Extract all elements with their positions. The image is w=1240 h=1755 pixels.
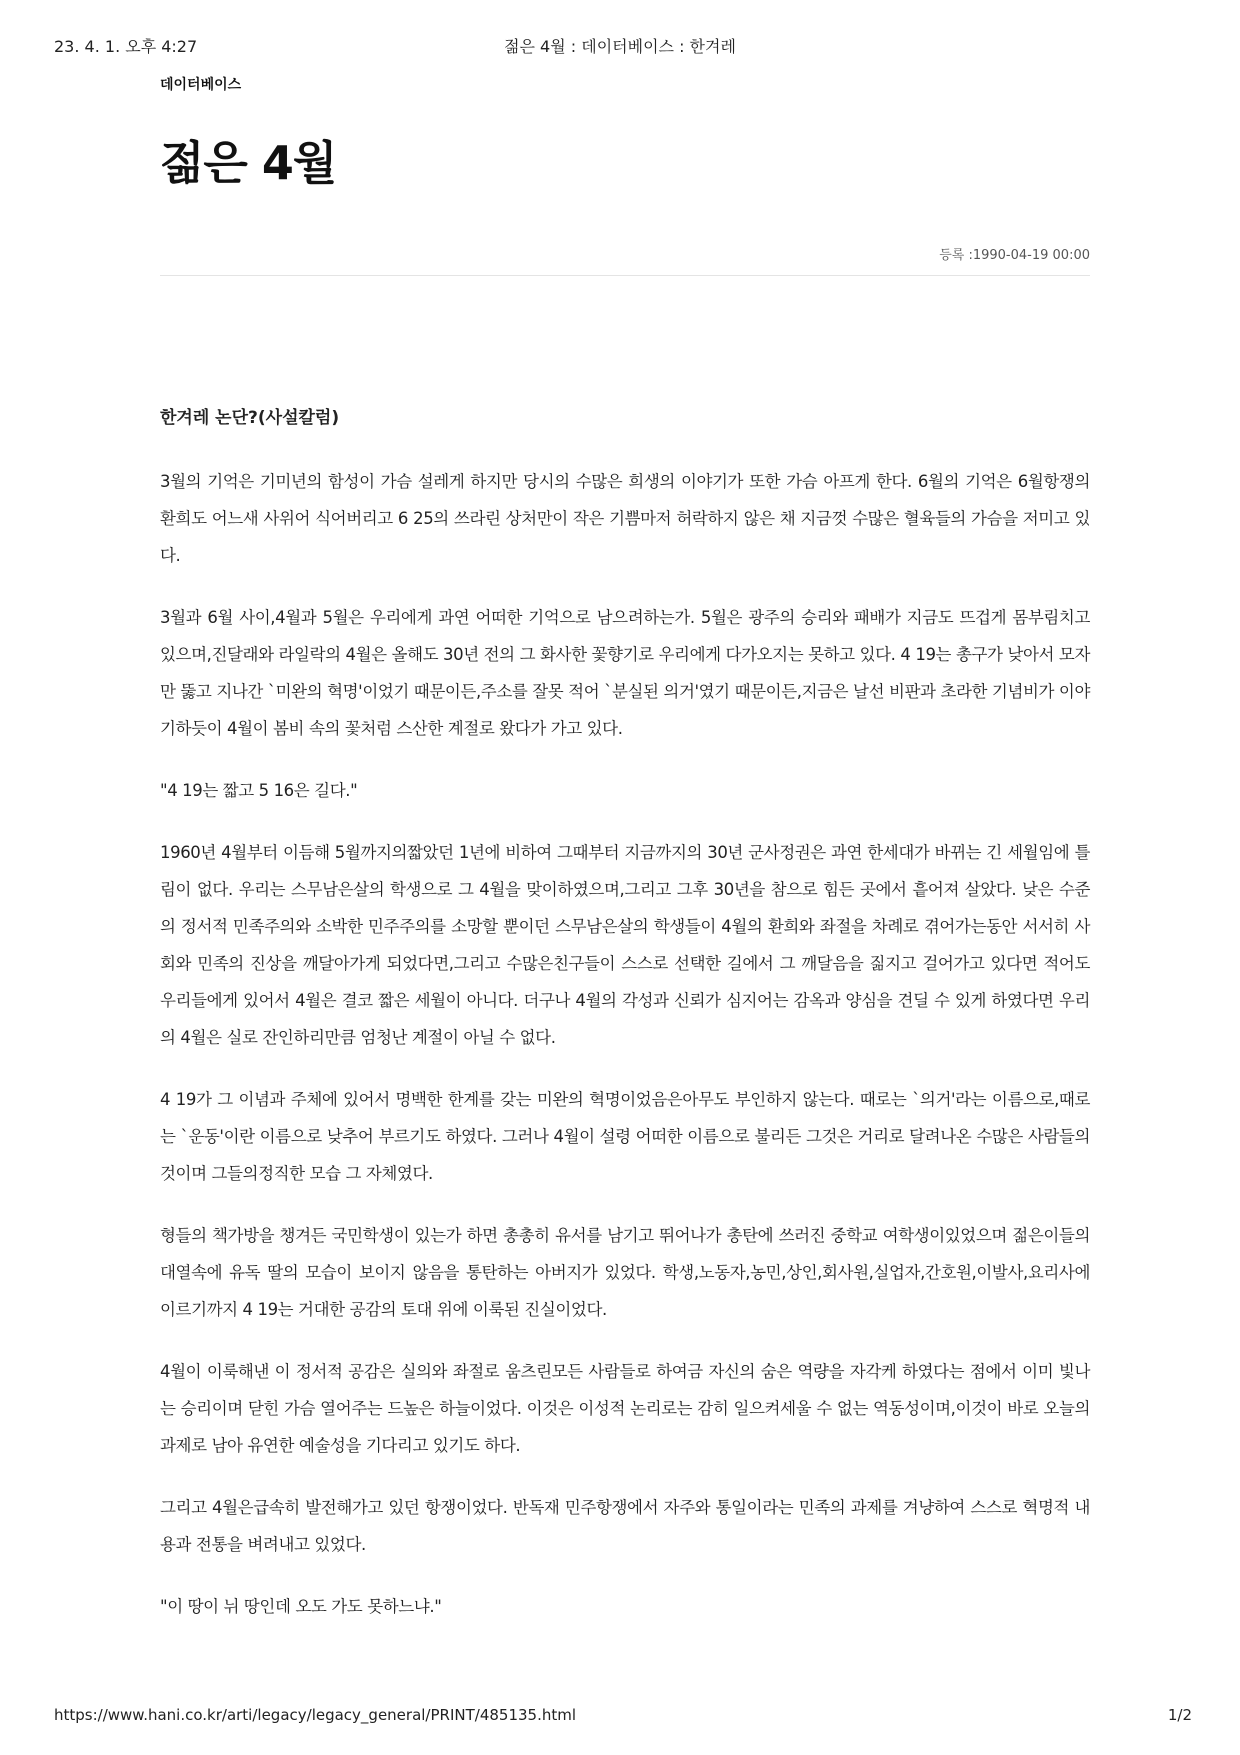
header-divider xyxy=(160,275,1090,276)
paragraph-8: 그리고 4월은급속히 발전해가고 있던 항쟁이었다. 반독재 민주항쟁에서 자주와 통일이라는 민족의 과제를 겨냥하여 스스로 혁명적 내용과 전통을 벼려내고 있었다. xyxy=(160,1498,1090,1554)
article-title: 젊은 4월 xyxy=(160,136,337,190)
paragraph-5: 4 19가 그 이념과 주체에 있어서 명백한 한계를 갖는 미완의 혁명이었음은아무도 부인하지 않는다. 때로는 `의거'라는 이름으로,때로는 `운동'이란 이름으로 낮추어 부르기도 하였다. 그러나 4월이 설령 어떠한 이름으로 불리든 그것은 거리로 달려나온 수많은 사람들의 것이며 그들의정직한 모습 그 자체였다. xyxy=(160,1090,1090,1183)
publish-date xyxy=(939,244,1090,263)
paragraph-2: 3월과 6월 사이,4월과 5월은 우리에게 과연 어떠한 기억으로 남으려하는가. 5월은 광주의 승리와 패배가 지금도 뜨겁게 몸부림치고 있으며,진달래와 라일락의 4월은 올해도 30년 전의 그 화사한 꽃향기로 우리에게 다가오지는 못하고 있다. 4 19는 총구가 낮아서 모자만 뚫고 지나간 `미완의 혁명'이었기 때문이든,주소를 잘못 적어 `분실된 의거'였기 때문이든,지금은 날선 비판과 초라한 기념비가 이야기하듯이 4월이 봄비 속의 꽃처럼 스산한 계절로 왔다가 가고 있다. xyxy=(160,608,1090,738)
paragraph-3: "4 19는 짧고 5 16은 길다." xyxy=(160,781,358,800)
date-value: 1990-04-19 00:00 xyxy=(972,248,1090,263)
print-page-title: 젊은 4월 : 데이터베이스 : 한겨레 xyxy=(504,37,736,56)
paragraph-7: 4월이 이룩해낸 이 정서적 공감은 실의와 좌절로 움츠린모든 사람들로 하여금 자신의 숨은 역량을 자각케 하였다는 점에서 이미 빛나는 승리이며 닫힌 가슴 열어주는 드높은 하늘이었다. 이것은 이성적 논리로는 감히 일으켜세울 수 없는 역동성이며,이것이 바로 오늘의과제로 남아 유연한 예술성을 기다리고 있기도 하다. xyxy=(160,1362,1090,1455)
article-subtitle: 한겨레 논단?(사설칼럼) xyxy=(160,408,340,428)
paragraph-9: "이 땅이 뉘 땅인데 오도 가도 못하느냐." xyxy=(160,1597,442,1616)
print-page-number: 1/2 xyxy=(1167,1706,1192,1724)
date-label: 등록 : xyxy=(939,248,973,263)
section-label[interactable]: 데이터베이스 xyxy=(160,77,242,93)
paragraph-1: 3월의 기억은 기미년의 함성이 가슴 설레게 하지만 당시의 수많은 희생의 이야기가 또한 가슴 아프게 한다. 6월의 기억은 6월항쟁의 환희도 어느새 사위어 식어버리고 6 25의 쓰라린 상처만이 작은 기쁨마저 허락하지 않은 채 지금껏 수많은 혈육들의 가슴을 저미고 있다. xyxy=(160,472,1090,565)
paragraph-4: 1960년 4월부터 이듬해 5월까지의짧았던 1년에 비하여 그때부터 지금까지의 30년 군사정권은 과연 한세대가 바뀌는 긴 세월임에 틀림이 없다. 우리는 스무남은살의 학생으로 그 4월을 맞이하였으며,그리고 그후 30년을 참으로 힘든 곳에서 흩어져 살았다. 낮은 수준의 정서적 민족주의와 소박한 민주주의를 소망할 뿐이던 스무남은살의 학생들이 4월의 환희와 좌절을 차례로 겪어가는동안 서서히 사회와 민족의 진상을 깨달아가게 되었다면,그리고 수많은친구들이 스스로 선택한 길에서 그 깨달음을 짊지고 걸어가고 있다면 적어도 우리들에게 있어서 4월은 결코 짧은 세월이 아니다. 더구나 4월의 각성과 신뢰가 심지어는 감옥과 양심을 견딜 수 있게 하였다면 우리의 4월은 실로 잔인하리만큼 엄청난 계절이 아닐 수 없다. xyxy=(160,843,1090,1047)
article-body xyxy=(160,400,1090,1650)
paragraph-6: 형들의 책가방을 챙겨든 국민학생이 있는가 하면 총총히 유서를 남기고 뛰어나가 총탄에 쓰러진 중학교 여학생이있었으며 젊은이들의 대열속에 유독 딸의 모습이 보이지 않음을 통탄하는 아버지가 있었다. 학생,노동자,농민,상인,회사원,실업자,간호원,이발사,요리사에 이르기까지 4 19는 거대한 공감의 토대 위에 이룩된 진실이었다. xyxy=(160,1226,1090,1319)
print-url: https://www.hani.co.kr/arti/legacy/legacy_general/PRINT/485135.html xyxy=(54,1706,577,1724)
print-datetime: 23. 4. 1. 오후 4:27 xyxy=(54,37,198,56)
